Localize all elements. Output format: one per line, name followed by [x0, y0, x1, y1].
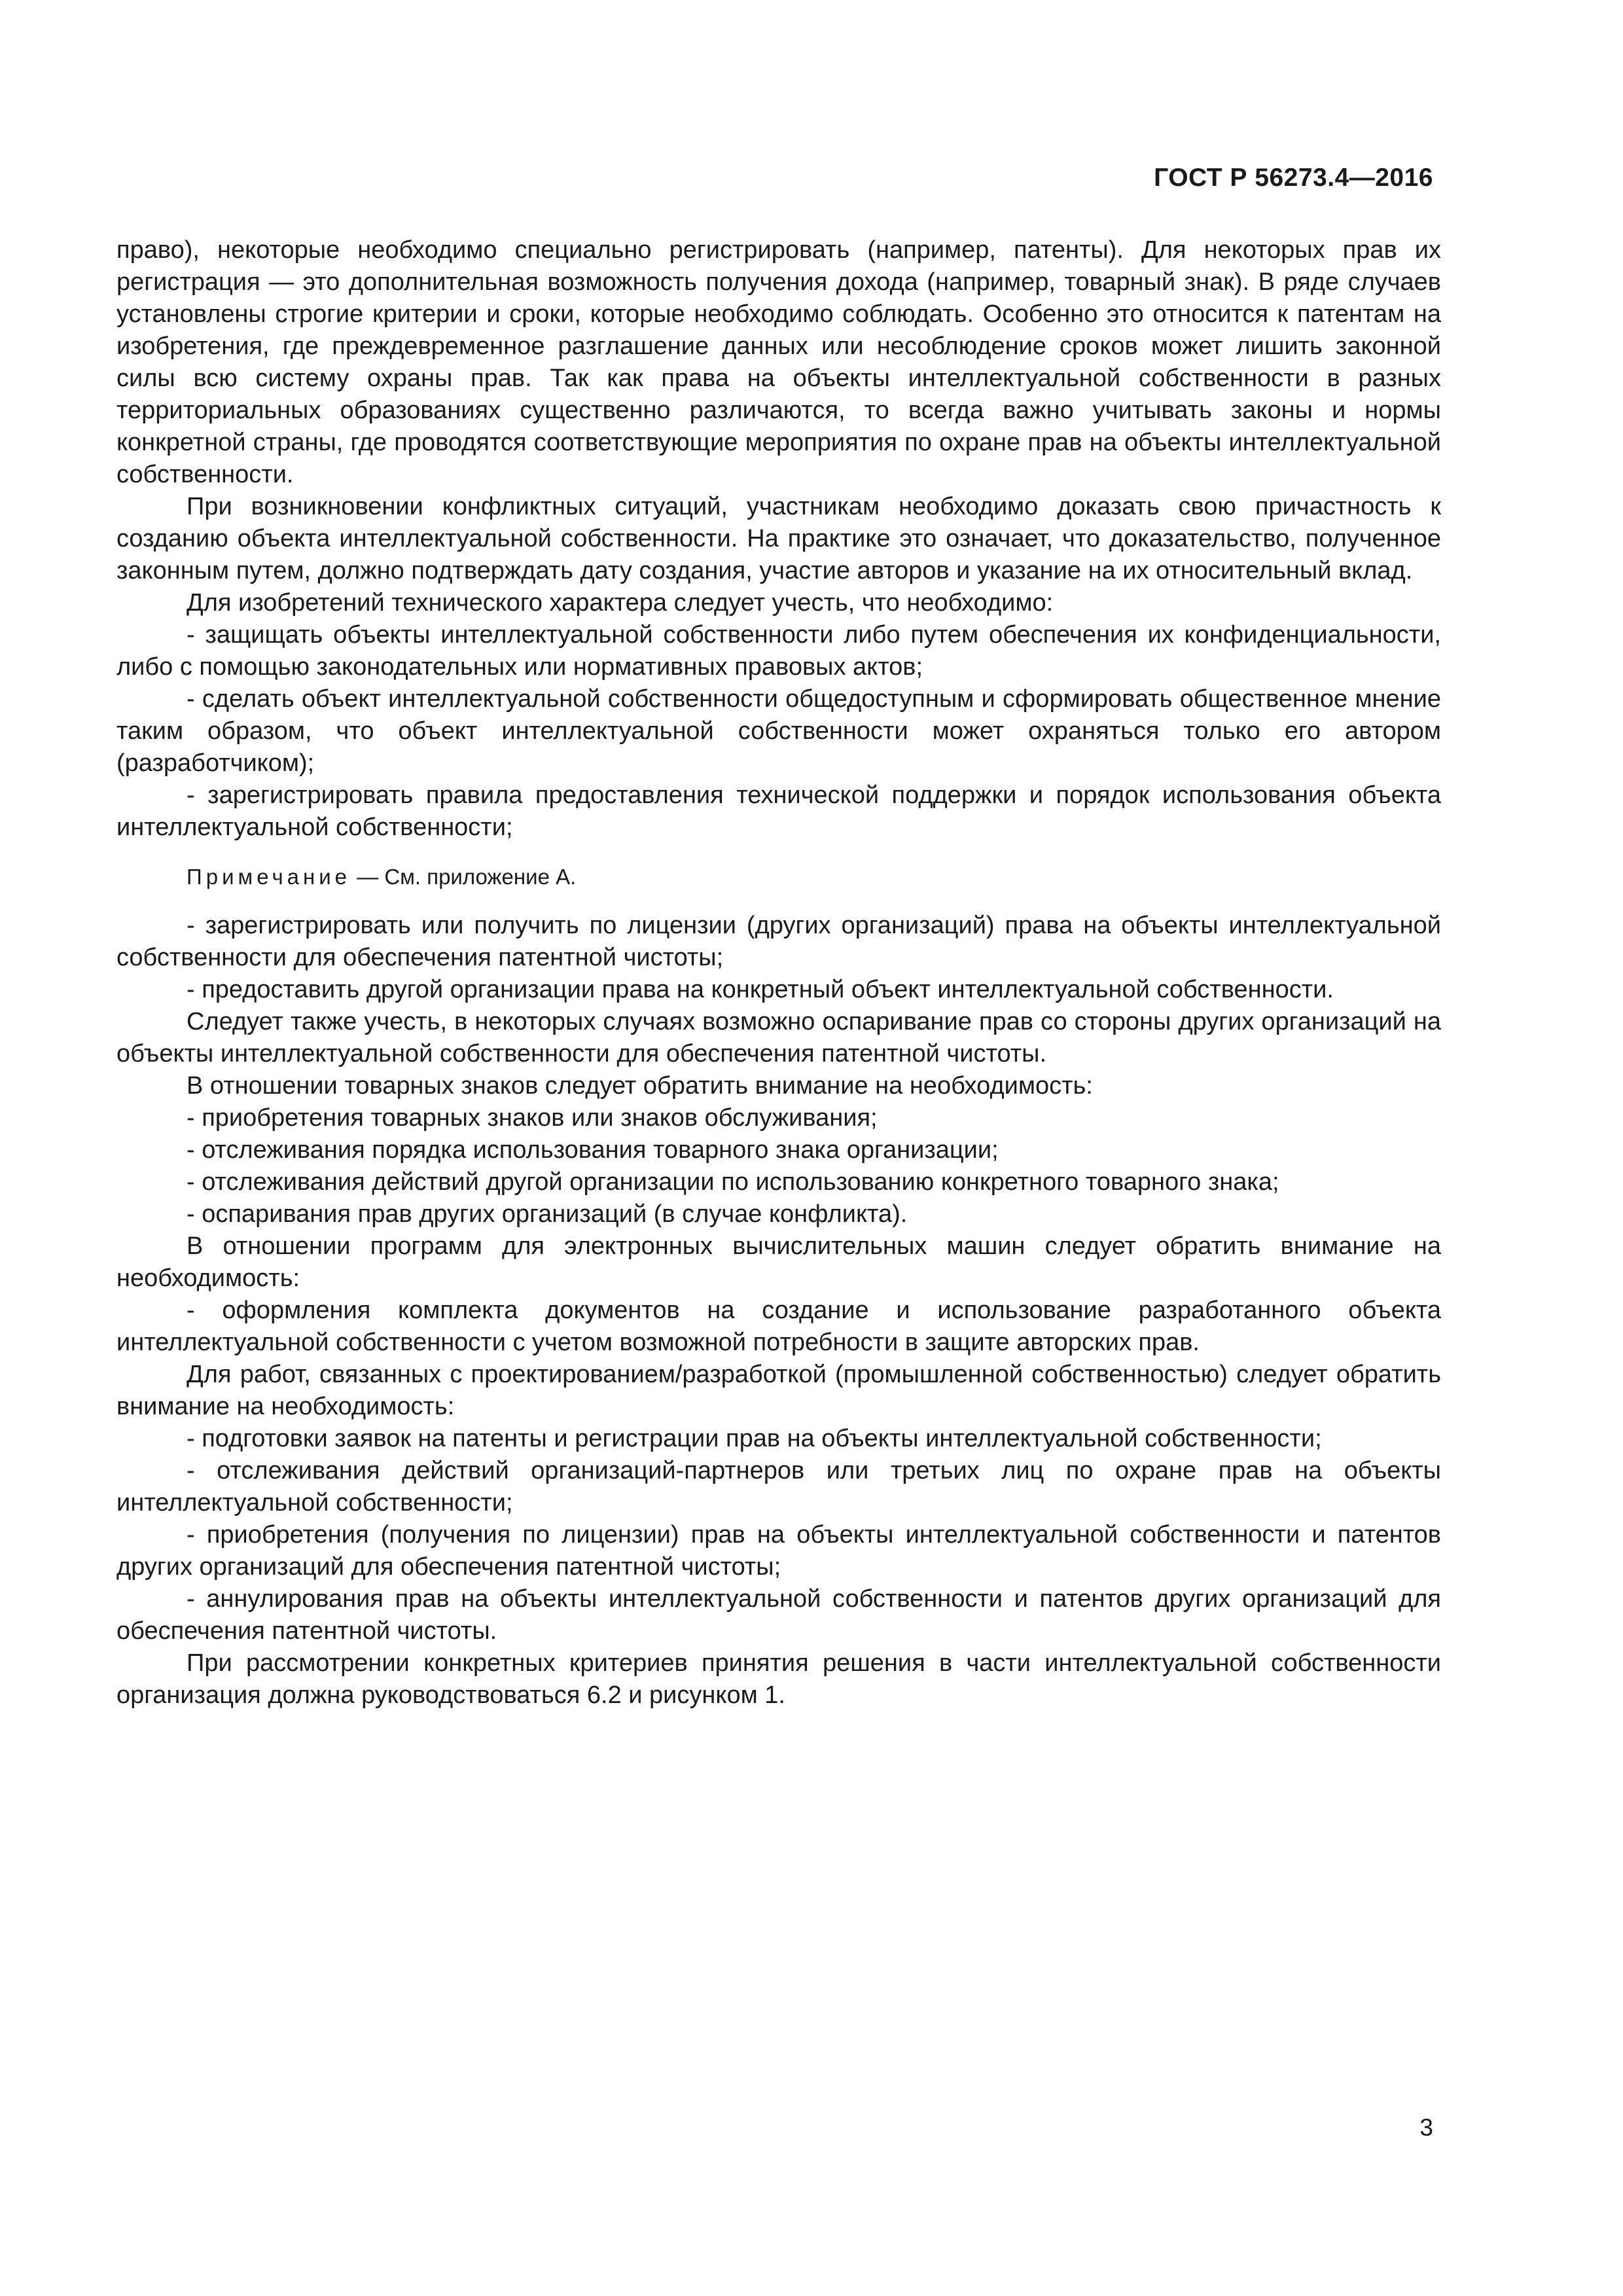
list-item: - сделать объект интеллектуальной собственности общедоступным и сформировать общественное мнение таким образом, что объект интеллектуальной собственности может охраняться только его автором (разработчиком);: [116, 685, 1441, 777]
list-item: - приобретения товарных знаков или знаков обслуживания;: [187, 1104, 878, 1132]
list-item: - отслеживания действий другой организации по использованию конкретного товарного знака;: [187, 1168, 1279, 1196]
paragraph-contesting-rights: Следует также учесть, в некоторых случаях возможно оспаривание прав со стороны других организаций на объекты интеллектуальной собственности для обеспечения патентной чистоты.: [116, 1008, 1441, 1067]
paragraph-decision-criteria: При рассмотрении конкретных критериев принятия решения в части интеллектуальной собственности организация должна руководствоваться 6.2 и рисунком 1.: [116, 1649, 1441, 1709]
paragraph-software: В отношении программ для электронных вычислительных машин следует обратить внимание на необходимость:: [116, 1232, 1441, 1292]
note-label: Примечание: [187, 865, 351, 889]
paragraph-technical-inventions: Для изобретений технического характера следует учесть, что необходимо:: [187, 589, 1054, 617]
page-number: 3: [1419, 2114, 1433, 2141]
list-item: - отслеживания действий организаций-партнеров или третьих лиц по охране прав на объекты интеллектуальной собственности;: [116, 1457, 1441, 1516]
paragraph-trademarks: В отношении товарных знаков следует обратить внимание на необходимость:: [187, 1072, 1093, 1100]
list-item: - зарегистрировать правила предоставления технической поддержки и порядок использования объекта интеллектуальной собственности;: [116, 781, 1441, 841]
list-item: - зарегистрировать или получить по лицензии (других организаций) права на объекты интеллектуальной собственности для обеспечения патентной чистоты;: [116, 912, 1441, 971]
paragraph-design-works: Для работ, связанных с проектированием/разработкой (промышленной собственностью) следует обратить внимание на необходимость:: [116, 1361, 1441, 1420]
list-item: - оспаривания прав других организаций (в случае конфликта).: [187, 1200, 908, 1228]
standard-code-header: ГОСТ Р 56273.4—2016: [1154, 164, 1433, 192]
list-item: - оформления комплекта документов на создание и использование разработанного объекта интеллектуальной собственности с учетом возможной потребности в защите авторских прав.: [116, 1297, 1441, 1356]
list-item: - приобретения (получения по лицензии) прав на объекты интеллектуальной собственности и патентов других организаций для обеспечения патентной чистоты;: [116, 1521, 1441, 1581]
note-text: — См. приложение А.: [357, 865, 577, 889]
paragraph-continuation: право), некоторые необходимо специально регистрировать (например, патенты). Для некоторых прав их регистрация — это дополнительная возможность получения дохода (например, товарный знак). В ряде случаев установлены строгие критерии и сроки, которые необходимо соблюдать. Особенно это относится к патентам на изобретения, где преждевременное разглашение данных или несоблюдение сроков может лишить законной силы всю систему охраны прав. Так как права на объекты интеллектуальной собственности в разных территориальных образованиях существенно различаются, то всегда важно учитывать законы и нормы конкретной страны, где проводятся соответствующие мероприятия по охране прав на объекты интеллектуальной собственности.: [116, 236, 1441, 488]
list-item: - защищать объекты интеллектуальной собственности либо путем обеспечения их конфиденциальности, либо с помощью законодательных или нормативных правовых актов;: [116, 621, 1441, 681]
paragraph-conflicts: При возникновении конфликтных ситуаций, участникам необходимо доказать свою причастность к созданию объекта интеллектуальной собственности. На практике это означает, что доказательство, полученное законным путем, должно подтверждать дату создания, участие авторов и указание на их относительный вклад.: [116, 493, 1441, 584]
list-item: - предоставить другой организации права на конкретный объект интеллектуальной собственности.: [187, 976, 1334, 1003]
list-item: - подготовки заявок на патенты и регистрации прав на объекты интеллектуальной собственности;: [187, 1425, 1322, 1452]
list-item: - аннулирования прав на объекты интеллектуальной собственности и патентов других организаций для обеспечения патентной чистоты.: [116, 1585, 1441, 1645]
document-body: [116, 234, 1441, 1712]
note: [116, 861, 1441, 893]
list-item: - отслеживания порядка использования товарного знака организации;: [187, 1136, 999, 1164]
